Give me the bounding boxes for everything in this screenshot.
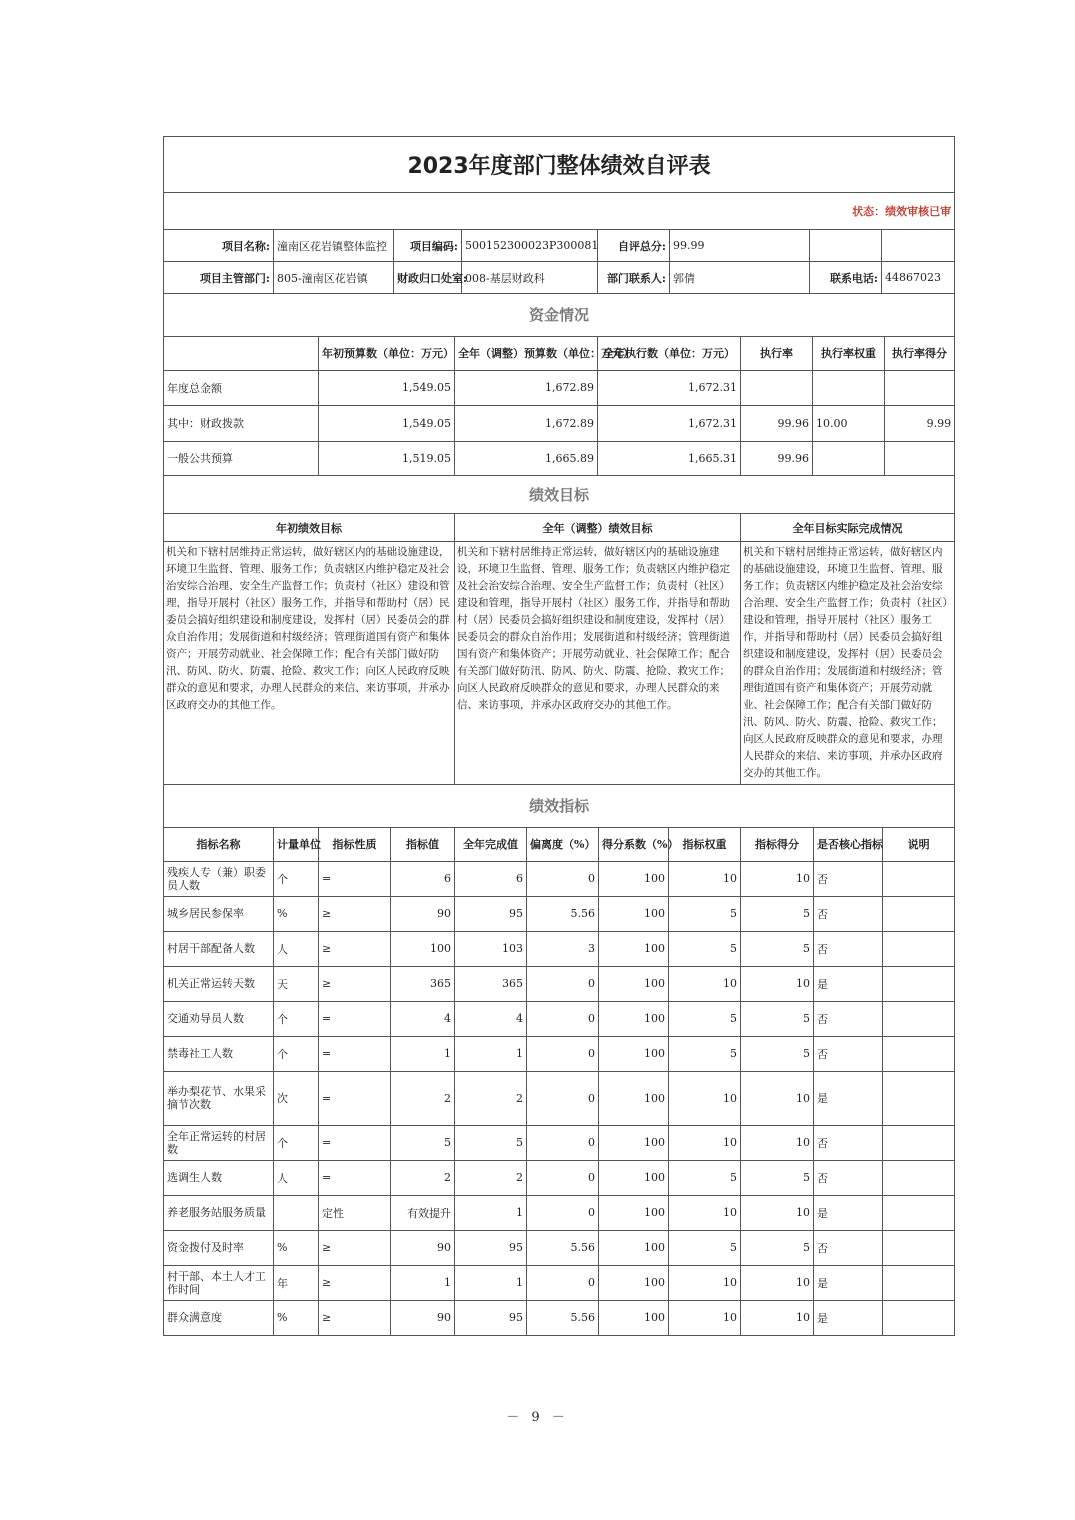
indicator-coefficient: 100: [599, 1195, 669, 1230]
indicator-name: 全年正常运转的村居数: [164, 1125, 274, 1160]
indicator-coefficient: 100: [599, 1001, 669, 1036]
indicator-coefficient: 100: [599, 1230, 669, 1265]
indicator-core: 是: [814, 1265, 883, 1300]
cell-executed: 1,665.31: [598, 441, 741, 475]
row-label: 年度总金额: [164, 370, 319, 405]
indicator-score: 10: [741, 1125, 814, 1160]
indicators-table: [163, 785, 955, 1336]
indicator-coefficient: 100: [599, 1300, 669, 1335]
empty-cell: [810, 230, 882, 262]
col-header-deviation: 偏离度（%）: [527, 827, 599, 861]
indicator-weight: 10: [669, 1195, 741, 1230]
indicators-section-title: 绩效指标: [164, 785, 955, 827]
cell-adjusted: 1,672.89: [455, 405, 598, 441]
table-row: [164, 1071, 955, 1125]
indicator-score: 5: [741, 1160, 814, 1195]
indicator-deviation: 3: [527, 931, 599, 966]
indicator-deviation: 5.56: [527, 1230, 599, 1265]
indicator-nature: ≥: [319, 1265, 391, 1300]
indicator-weight: 5: [669, 1230, 741, 1265]
indicator-target: 有效提升: [391, 1195, 455, 1230]
col-header-weight: 指标权重: [669, 827, 741, 861]
indicator-actual: 95: [455, 1300, 527, 1335]
indicator-deviation: 0: [527, 1160, 599, 1195]
row-label: 一般公共预算: [164, 441, 319, 475]
goals-section-title: 绩效目标: [164, 476, 955, 514]
cell-weight: [813, 370, 885, 405]
finance-value: 008-基层财政科: [462, 262, 598, 294]
indicator-deviation: 0: [527, 1195, 599, 1230]
goals-content-row: [164, 542, 955, 785]
indicator-coefficient: 100: [599, 1125, 669, 1160]
funds-section-title: 资金情况: [164, 294, 955, 336]
indicator-note: [883, 1071, 955, 1125]
indicator-unit: %: [274, 896, 319, 931]
indicator-deviation: 0: [527, 861, 599, 896]
indicator-target: 1: [391, 1265, 455, 1300]
table-row: [164, 1230, 955, 1265]
cell-initial: 1,549.05: [319, 405, 455, 441]
project-code-value: 500152300023P300081: [462, 230, 598, 262]
indicator-core: 否: [814, 931, 883, 966]
indicator-nature: =: [319, 1001, 391, 1036]
col-header-actual: 全年完成值: [455, 827, 527, 861]
indicator-actual: 1: [455, 1036, 527, 1071]
indicator-unit: %: [274, 1230, 319, 1265]
indicator-name: 选调生人数: [164, 1160, 274, 1195]
indicator-coefficient: 100: [599, 1265, 669, 1300]
page-title: 2023年度部门整体绩效自评表: [164, 137, 955, 193]
indicator-core: 是: [814, 1195, 883, 1230]
indicator-weight: 10: [669, 1071, 741, 1125]
indicator-name: 群众满意度: [164, 1300, 274, 1335]
indicator-unit: 个: [274, 1125, 319, 1160]
indicator-actual: 5: [455, 1125, 527, 1160]
indicator-nature: ≥: [319, 896, 391, 931]
status-badge: 状态：绩效审核已审: [164, 193, 955, 230]
indicator-core: 是: [814, 1071, 883, 1125]
indicator-target: 2: [391, 1160, 455, 1195]
cell-adjusted: 1,672.89: [455, 370, 598, 405]
contact-label: 部门联系人:: [598, 262, 670, 294]
indicator-target: 90: [391, 896, 455, 931]
indicator-deviation: 0: [527, 966, 599, 1001]
indicator-nature: =: [319, 861, 391, 896]
indicator-deviation: 0: [527, 1071, 599, 1125]
indicator-core: 否: [814, 1125, 883, 1160]
indicator-weight: 10: [669, 966, 741, 1001]
empty-cell: [164, 336, 319, 370]
indicator-weight: 10: [669, 1125, 741, 1160]
phone-value: 44867023: [882, 262, 955, 294]
indicator-core: 否: [814, 861, 883, 896]
col-header-rate: 执行率: [741, 336, 813, 370]
indicator-weight: 10: [669, 1300, 741, 1335]
table-row: [164, 1001, 955, 1036]
initial-goal-text: 机关和下辖村居维持正常运转，做好辖区内的基础设施建设，环境卫生监督、管理、服务工作；负责辖区内维护稳定及社会治安综合治理、安全生产监督工作；负责村（社区）建设和管理，指导开展村（社区）服务工作，并指导和帮助村（居）民委员会搞好组织建设和制度建设，发挥村（居）民委员会的群众自治作用；发展街道和村级经济；管理街道国有资产和集体资产；开展劳动就业、社会保障工作；配合有关部门做好防汛、防风、防火、防震、抢险、救灾工作；向区人民政府反映群众的意见和要求，办理人民群众的来信、来访事项，并承办区政府交办的其他工作。: [164, 542, 455, 785]
indicator-name: 村干部、本土人才工作时间: [164, 1265, 274, 1300]
indicator-note: [883, 1230, 955, 1265]
table-row: [164, 896, 955, 931]
indicator-score: 5: [741, 896, 814, 931]
indicator-weight: 10: [669, 861, 741, 896]
indicator-unit: 天: [274, 966, 319, 1001]
goals-table: [163, 476, 955, 786]
col-header-weight: 执行率权重: [813, 336, 885, 370]
table-row: [164, 405, 955, 441]
indicator-note: [883, 1125, 955, 1160]
indicator-weight: 5: [669, 896, 741, 931]
indicator-actual: 6: [455, 861, 527, 896]
col-header-core: 是否核心指标: [814, 827, 883, 861]
indicator-note: [883, 1160, 955, 1195]
goals-header-row: [164, 514, 955, 542]
indicator-coefficient: 100: [599, 896, 669, 931]
indicator-nature: ≥: [319, 1230, 391, 1265]
indicator-unit: [274, 1195, 319, 1230]
indicator-unit: 人: [274, 931, 319, 966]
cell-score: 9.99: [885, 405, 955, 441]
indicator-rows: [164, 861, 955, 1335]
indicator-actual: 103: [455, 931, 527, 966]
indicator-name: 举办梨花节、水果采摘节次数: [164, 1071, 274, 1125]
indicator-actual: 1: [455, 1195, 527, 1230]
col-header-actual-goal: 全年目标实际完成情况: [741, 514, 955, 542]
finance-label: 财政归口处室:: [394, 262, 462, 294]
indicator-actual: 365: [455, 966, 527, 1001]
indicator-actual: 95: [455, 896, 527, 931]
indicator-nature: ≥: [319, 1300, 391, 1335]
col-header-note: 说明: [883, 827, 955, 861]
phone-label: 联系电话:: [810, 262, 882, 294]
indicator-target: 365: [391, 966, 455, 1001]
indicator-score: 10: [741, 1300, 814, 1335]
self-evaluation-sheet: [163, 136, 954, 1336]
indicator-nature: =: [319, 1071, 391, 1125]
indicator-nature: =: [319, 1125, 391, 1160]
self-score-value: 99.99: [670, 230, 810, 262]
cell-executed: 1,672.31: [598, 405, 741, 441]
indicator-nature: ≥: [319, 931, 391, 966]
indicator-core: 否: [814, 1036, 883, 1071]
col-header-nature: 指标性质: [319, 827, 391, 861]
self-score-label: 自评总分:: [598, 230, 670, 262]
indicator-score: 10: [741, 1265, 814, 1300]
indicator-nature: =: [319, 1160, 391, 1195]
col-header-score: 指标得分: [741, 827, 814, 861]
cell-score: [885, 370, 955, 405]
cell-rate: [741, 370, 813, 405]
indicator-score: 10: [741, 861, 814, 896]
indicator-score: 10: [741, 1195, 814, 1230]
indicator-unit: 人: [274, 1160, 319, 1195]
cell-initial: 1,519.05: [319, 441, 455, 475]
indicator-weight: 10: [669, 1265, 741, 1300]
indicator-core: 否: [814, 1001, 883, 1036]
table-row: [164, 966, 955, 1001]
indicator-deviation: 5.56: [527, 896, 599, 931]
col-header-coefficient: 得分系数（%）: [599, 827, 669, 861]
indicator-name: 村居干部配备人数: [164, 931, 274, 966]
indicator-unit: 年: [274, 1265, 319, 1300]
indicator-core: 是: [814, 1300, 883, 1335]
indicator-actual: 2: [455, 1071, 527, 1125]
indicator-actual: 95: [455, 1230, 527, 1265]
indicator-nature: =: [319, 1036, 391, 1071]
indicator-deviation: 0: [527, 1001, 599, 1036]
col-header-score: 执行率得分: [885, 336, 955, 370]
indicator-note: [883, 861, 955, 896]
indicator-unit: %: [274, 1300, 319, 1335]
indicator-name: 交通劝导员人数: [164, 1001, 274, 1036]
indicator-name: 残疾人专（兼）职委员人数: [164, 861, 274, 896]
table-row: [164, 861, 955, 896]
cell-adjusted: 1,665.89: [455, 441, 598, 475]
contact-value: 郭倩: [670, 262, 810, 294]
indicator-deviation: 0: [527, 1265, 599, 1300]
indicator-coefficient: 100: [599, 1071, 669, 1125]
indicator-core: 否: [814, 896, 883, 931]
indicator-core: 否: [814, 1230, 883, 1265]
indicator-target: 6: [391, 861, 455, 896]
indicator-target: 4: [391, 1001, 455, 1036]
indicator-note: [883, 896, 955, 931]
cell-executed: 1,672.31: [598, 370, 741, 405]
indicator-target: 1: [391, 1036, 455, 1071]
indicator-coefficient: 100: [599, 931, 669, 966]
empty-cell: [882, 230, 955, 262]
table-row: [164, 441, 955, 475]
col-header-target: 指标值: [391, 827, 455, 861]
table-row: [164, 931, 955, 966]
indicator-unit: 个: [274, 861, 319, 896]
dept-value: 805-潼南区花岩镇: [274, 262, 394, 294]
col-header-unit: 计量单位: [274, 827, 319, 861]
indicator-weight: 5: [669, 1001, 741, 1036]
table-row: [164, 1300, 955, 1335]
header-table: [163, 136, 955, 294]
col-header-executed: 全年执行数（单位：万元）: [598, 336, 741, 370]
indicator-target: 90: [391, 1230, 455, 1265]
dept-label: 项目主管部门:: [164, 262, 274, 294]
table-row: [164, 370, 955, 405]
indicator-actual: 1: [455, 1265, 527, 1300]
table-row: [164, 1160, 955, 1195]
indicator-note: [883, 1265, 955, 1300]
indicator-score: 5: [741, 931, 814, 966]
indicator-unit: 个: [274, 1036, 319, 1071]
indicator-note: [883, 1300, 955, 1335]
col-header-adjusted: 全年（调整）预算数（单位：万元）: [455, 336, 598, 370]
indicator-nature: ≥: [319, 966, 391, 1001]
project-name-label: 项目名称:: [164, 230, 274, 262]
cell-score: [885, 441, 955, 475]
indicator-weight: 5: [669, 931, 741, 966]
indicator-coefficient: 100: [599, 1036, 669, 1071]
project-code-label: 项目编码:: [394, 230, 462, 262]
actual-goal-text: 机关和下辖村居维持正常运转，做好辖区内的基础设施建设，环境卫生监督、管理、服务工作；负责辖区内维护稳定及社会治安综合治理、安全生产监督工作；负责村（社区）建设和管理，指导开展村（社区）服务工作，并指导和帮助村（居）民委员会搞好组织建设和制度建设，发挥村（居）民委员会的群众自治作用；发展街道和村级经济；管理街道国有资产和集体资产；开展劳动就业、社会保障工作；配合有关部门做好防汛、防风、防火、防震、抢险、救灾工作；向区人民政府反映群众的意见和要求，办理人民群众的来信、来访事项，并承办区政府交办的其他工作。: [741, 542, 955, 785]
cell-weight: 10.00: [813, 405, 885, 441]
indicator-name: 城乡居民参保率: [164, 896, 274, 931]
page-number: － 9 －: [506, 1410, 569, 1425]
col-header-initial: 年初预算数（单位：万元）: [319, 336, 455, 370]
indicator-note: [883, 1001, 955, 1036]
cell-initial: 1,549.05: [319, 370, 455, 405]
indicator-score: 5: [741, 1230, 814, 1265]
indicator-deviation: 0: [527, 1036, 599, 1071]
col-header-initial-goal: 年初绩效目标: [164, 514, 455, 542]
indicator-actual: 4: [455, 1001, 527, 1036]
indicator-name: 养老服务站服务质量: [164, 1195, 274, 1230]
indicator-nature: 定性: [319, 1195, 391, 1230]
indicator-actual: 2: [455, 1160, 527, 1195]
table-row: [164, 1265, 955, 1300]
indicator-unit: 个: [274, 1001, 319, 1036]
indicator-target: 90: [391, 1300, 455, 1335]
indicator-target: 100: [391, 931, 455, 966]
indicator-deviation: 0: [527, 1125, 599, 1160]
cell-weight: [813, 441, 885, 475]
indicator-score: 10: [741, 1071, 814, 1125]
indicator-name: 资金拨付及时率: [164, 1230, 274, 1265]
funds-header-row: [164, 336, 955, 370]
cell-rate: 99.96: [741, 441, 813, 475]
row-label: 其中：财政拨款: [164, 405, 319, 441]
project-name-value: 潼南区花岩镇整体监控: [274, 230, 394, 262]
table-row: [164, 1195, 955, 1230]
col-header-name: 指标名称: [164, 827, 274, 861]
indicator-coefficient: 100: [599, 861, 669, 896]
indicator-weight: 5: [669, 1036, 741, 1071]
indicator-core: 否: [814, 1160, 883, 1195]
indicator-deviation: 5.56: [527, 1300, 599, 1335]
indicator-unit: 次: [274, 1071, 319, 1125]
indicator-coefficient: 100: [599, 1160, 669, 1195]
funds-table: [163, 294, 955, 476]
indicator-target: 2: [391, 1071, 455, 1125]
indicator-score: 5: [741, 1001, 814, 1036]
indicator-weight: 5: [669, 1160, 741, 1195]
table-row: [164, 1125, 955, 1160]
indicator-core: 是: [814, 966, 883, 1001]
indicator-note: [883, 966, 955, 1001]
col-header-adjusted-goal: 全年（调整）绩效目标: [455, 514, 741, 542]
indicator-note: [883, 931, 955, 966]
indicator-target: 5: [391, 1125, 455, 1160]
indicator-coefficient: 100: [599, 966, 669, 1001]
adjusted-goal-text: 机关和下辖村居维持正常运转，做好辖区内的基础设施建设，环境卫生监督、管理、服务工作；负责辖区内维护稳定及社会治安综合治理、安全生产监督工作；负责村（社区）建设和管理，指导开展村（社区）服务工作，并指导和帮助村（居）民委员会搞好组织建设和制度建设，发挥村（居）民委员会的群众自治作用；发展街道和村级经济；管理街道国有资产和集体资产；开展劳动就业、社会保障工作；配合有关部门做好防汛、防风、防火、防震、抢险、救灾工作；向区人民政府反映群众的意见和要求，办理人民群众的来信、来访事项，并承办区政府交办的其他工作。: [455, 542, 741, 785]
table-row: [164, 1036, 955, 1071]
indicator-score: 5: [741, 1036, 814, 1071]
indicator-score: 10: [741, 966, 814, 1001]
indicator-name: 机关正常运转天数: [164, 966, 274, 1001]
indicator-note: [883, 1195, 955, 1230]
indicators-header-row: [164, 827, 955, 861]
indicator-name: 禁毒社工人数: [164, 1036, 274, 1071]
cell-rate: 99.96: [741, 405, 813, 441]
indicator-note: [883, 1036, 955, 1071]
